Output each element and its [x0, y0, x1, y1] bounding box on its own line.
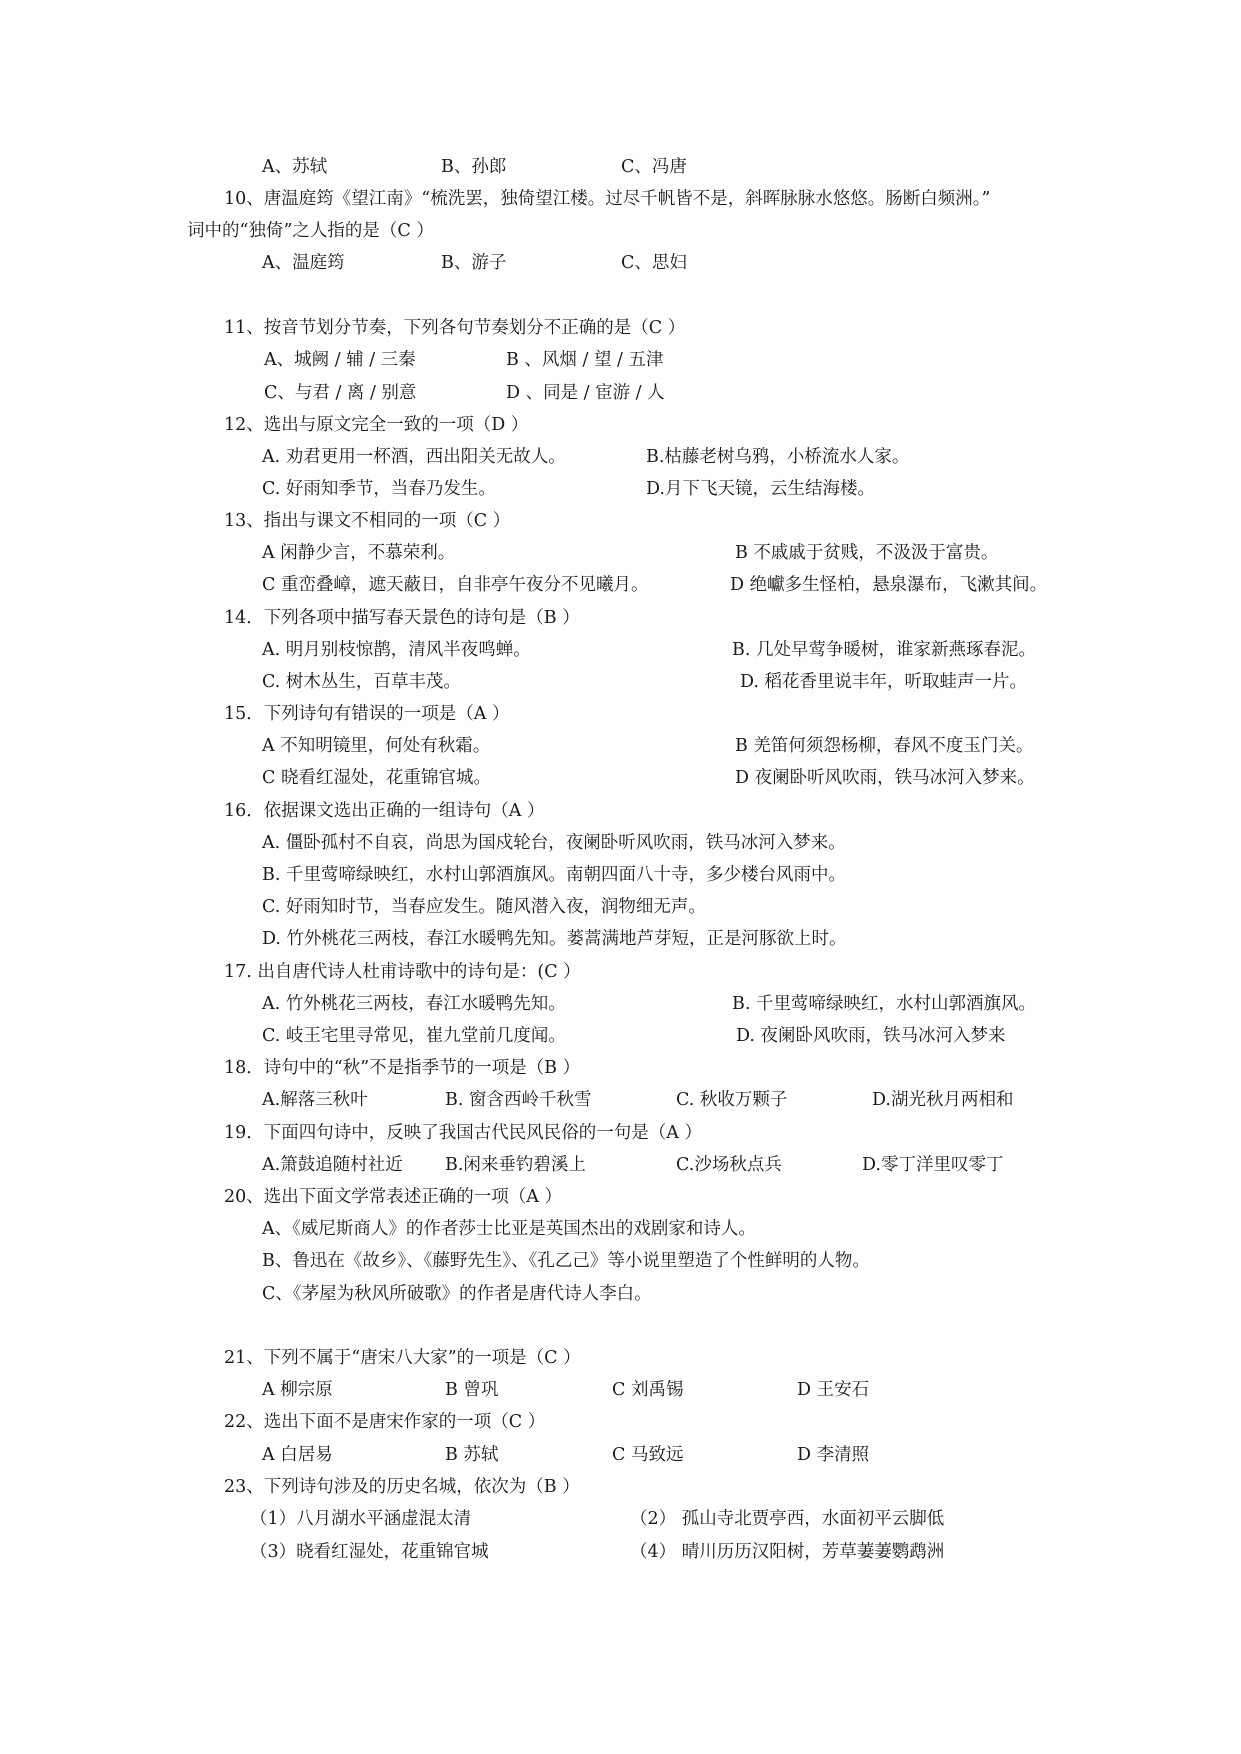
q23-option-4: （4） 晴川历历汉阳树，芳草萋萋鹦鹉洲	[630, 1542, 945, 1562]
q12-option-d: D.月下飞天镜，云生结海楼。	[646, 479, 875, 499]
q16-option-b: B. 千里莺啼绿映红，水村山郭酒旗风。南朝四面八十寺，多少楼台风雨中。	[262, 865, 846, 885]
q14-option-c: C. 树木丛生，百草丰茂。	[262, 672, 461, 692]
q22-option-a: A 白居易	[262, 1445, 333, 1465]
q18-stem: 18．诗句中的“秋”不是指季节的一项是（B ）	[224, 1058, 581, 1078]
q18-option-d: D.湖光秋月两相和	[872, 1090, 1014, 1110]
q12-option-c: C. 好雨知季节，当春乃发生。	[262, 479, 496, 499]
q16-option-a: A. 僵卧孤村不自哀，尚思为国戍轮台，夜阑卧听风吹雨，铁马冰河入梦来。	[262, 833, 846, 853]
q11-option-c: C、与君 / 离 / 别意	[264, 383, 417, 403]
q11-stem: 11、按音节划分节奏，下列各句节奏划分不正确的是（C ）	[224, 318, 686, 338]
q20-option-c: C、《茅屋为秋风所破歌》的作者是唐代诗人李白。	[262, 1284, 652, 1304]
q9-option-b: B、孙郎	[441, 157, 507, 177]
q19-option-d: D.零丁洋里叹零丁	[862, 1155, 1004, 1175]
q17-option-d: D. 夜阑卧风吹雨，铁马冰河入梦来	[736, 1026, 1006, 1046]
q15-option-d: D 夜阑卧听风吹雨，铁马冰河入梦来。	[735, 768, 1035, 788]
q21-option-b: B 曾巩	[445, 1380, 499, 1400]
q13-option-b: B 不戚戚于贫贱，不汲汲于富贵。	[735, 543, 999, 563]
q18-option-a: A.解落三秋叶	[262, 1090, 368, 1110]
q19-stem: 19．下面四句诗中，反映了我国古代民风民俗的一句是（A ）	[224, 1123, 702, 1143]
q21-stem: 21、下列不属于“唐宋八大家”的一项是（C ）	[224, 1348, 581, 1368]
q12-stem: 12、选出与原文完全一致的一项（D ）	[224, 415, 529, 435]
q22-stem: 22、选出下面不是唐宋作家的一项（C ）	[224, 1412, 546, 1432]
q20-option-b: B、鲁迅在《故乡》、《藤野先生》、《孔乙己》等小说里塑造了个性鲜明的人物。	[262, 1251, 870, 1271]
q23-stem: 23、下列诗句涉及的历史名城，依次为（B ）	[224, 1477, 580, 1497]
q22-option-b: B 苏轼	[445, 1445, 499, 1465]
q17-option-a: A. 竹外桃花三两枝，春江水暖鸭先知。	[262, 994, 566, 1014]
q13-option-c: C 重峦叠嶂，遮天蔽日，自非亭午夜分不见曦月。	[262, 575, 649, 595]
q23-option-3: （3）晓看红湿处，花重锦官城	[250, 1542, 489, 1562]
q11-option-d: D 、同是 / 宦游 / 人	[506, 383, 665, 403]
q21-option-d: D 王安石	[797, 1380, 870, 1400]
q19-option-c: C.沙场秋点兵	[676, 1155, 782, 1175]
q13-option-a: A 闲静少言，不慕荣利。	[262, 543, 456, 563]
q12-option-a: A. 劝君更用一杯酒，西出阳关无故人。	[262, 447, 566, 467]
q17-stem: 17. 出自唐代诗人杜甫诗歌中的诗句是：(C ）	[224, 962, 581, 982]
q13-stem: 13、指出与课文不相同的一项（C ）	[224, 511, 511, 531]
q22-option-d: D 李清照	[797, 1445, 870, 1465]
q19-option-b: B.闲来垂钓碧溪上	[445, 1155, 586, 1175]
q14-option-a: A. 明月别枝惊鹊，清风半夜鸣蝉。	[262, 640, 531, 660]
q10-stem-line2: 词中的“独倚”之人指的是（C ）	[187, 221, 434, 241]
q16-option-d: D. 竹外桃花三两枝，春江水暖鸭先知。蒌蒿满地芦芽短，正是河豚欲上时。	[262, 929, 847, 949]
q20-option-a: A、《威尼斯商人》的作者莎士比亚是英国杰出的戏剧家和诗人。	[262, 1219, 756, 1239]
q21-option-c: C 刘禹锡	[612, 1380, 684, 1400]
q22-option-c: C 马致远	[612, 1445, 684, 1465]
q21-option-a: A 柳宗原	[262, 1380, 333, 1400]
q15-option-b: B 羌笛何须怨杨柳，春风不度玉门关。	[735, 736, 1034, 756]
q10-option-c: C、思妇	[621, 253, 687, 273]
q15-stem: 15．下列诗句有错误的一项是（A ）	[224, 704, 510, 724]
q14-stem: 14．下列各项中描写春天景色的诗句是（B ）	[224, 608, 580, 628]
q10-option-a: A、温庭筠	[262, 253, 345, 273]
q16-stem: 16．依据课文选出正确的一组诗句（A ）	[224, 801, 545, 821]
q19-option-a: A.箫鼓追随村社近	[262, 1155, 403, 1175]
q11-option-a: A、城阙 / 辅 / 三秦	[264, 350, 416, 370]
q13-option-d: D 绝巘多生怪柏，悬泉瀑布，飞漱其间。	[730, 575, 1048, 595]
q17-option-c: C. 岐王宅里寻常见，崔九堂前几度闻。	[262, 1026, 566, 1046]
q12-option-b: B.枯藤老树乌鸦，小桥流水人家。	[646, 447, 910, 467]
q11-option-b: B 、风烟 / 望 / 五津	[506, 350, 664, 370]
q15-option-c: C 晓看红湿处，花重锦官城。	[262, 768, 491, 788]
q10-option-b: B、游子	[441, 253, 507, 273]
q9-option-c: C、冯唐	[621, 157, 687, 177]
q10-stem-line1: 10、唐温庭筠《望江南》“梳洗罢，独倚望江楼。过尽千帆皆不是，斜晖脉脉水悠悠。肠断白频洲。”	[224, 189, 991, 209]
q14-option-d: D. 稻花香里说丰年，听取蛙声一片。	[740, 672, 1028, 692]
q18-option-b: B. 窗含西岭千秋雪	[445, 1090, 592, 1110]
q17-option-b: B. 千里莺啼绿映红，水村山郭酒旗风。	[732, 994, 1036, 1014]
q16-option-c: C. 好雨知时节，当春应发生。随风潜入夜，润物细无声。	[262, 897, 706, 917]
q20-stem: 20、选出下面文学常表述正确的一项（A ）	[224, 1187, 562, 1207]
q15-option-a: A 不知明镜里，何处有秋霜。	[262, 736, 491, 756]
q9-option-a: A、苏轼	[262, 157, 328, 177]
q23-option-2: （2） 孤山寺北贾亭西，水面初平云脚低	[630, 1509, 945, 1529]
q14-option-b: B. 几处早莺争暖树，谁家新燕琢春泥。	[732, 640, 1036, 660]
q23-option-1: （1）八月湖水平涵虚混太清	[250, 1509, 472, 1529]
q18-option-c: C. 秋收万颗子	[676, 1090, 788, 1110]
